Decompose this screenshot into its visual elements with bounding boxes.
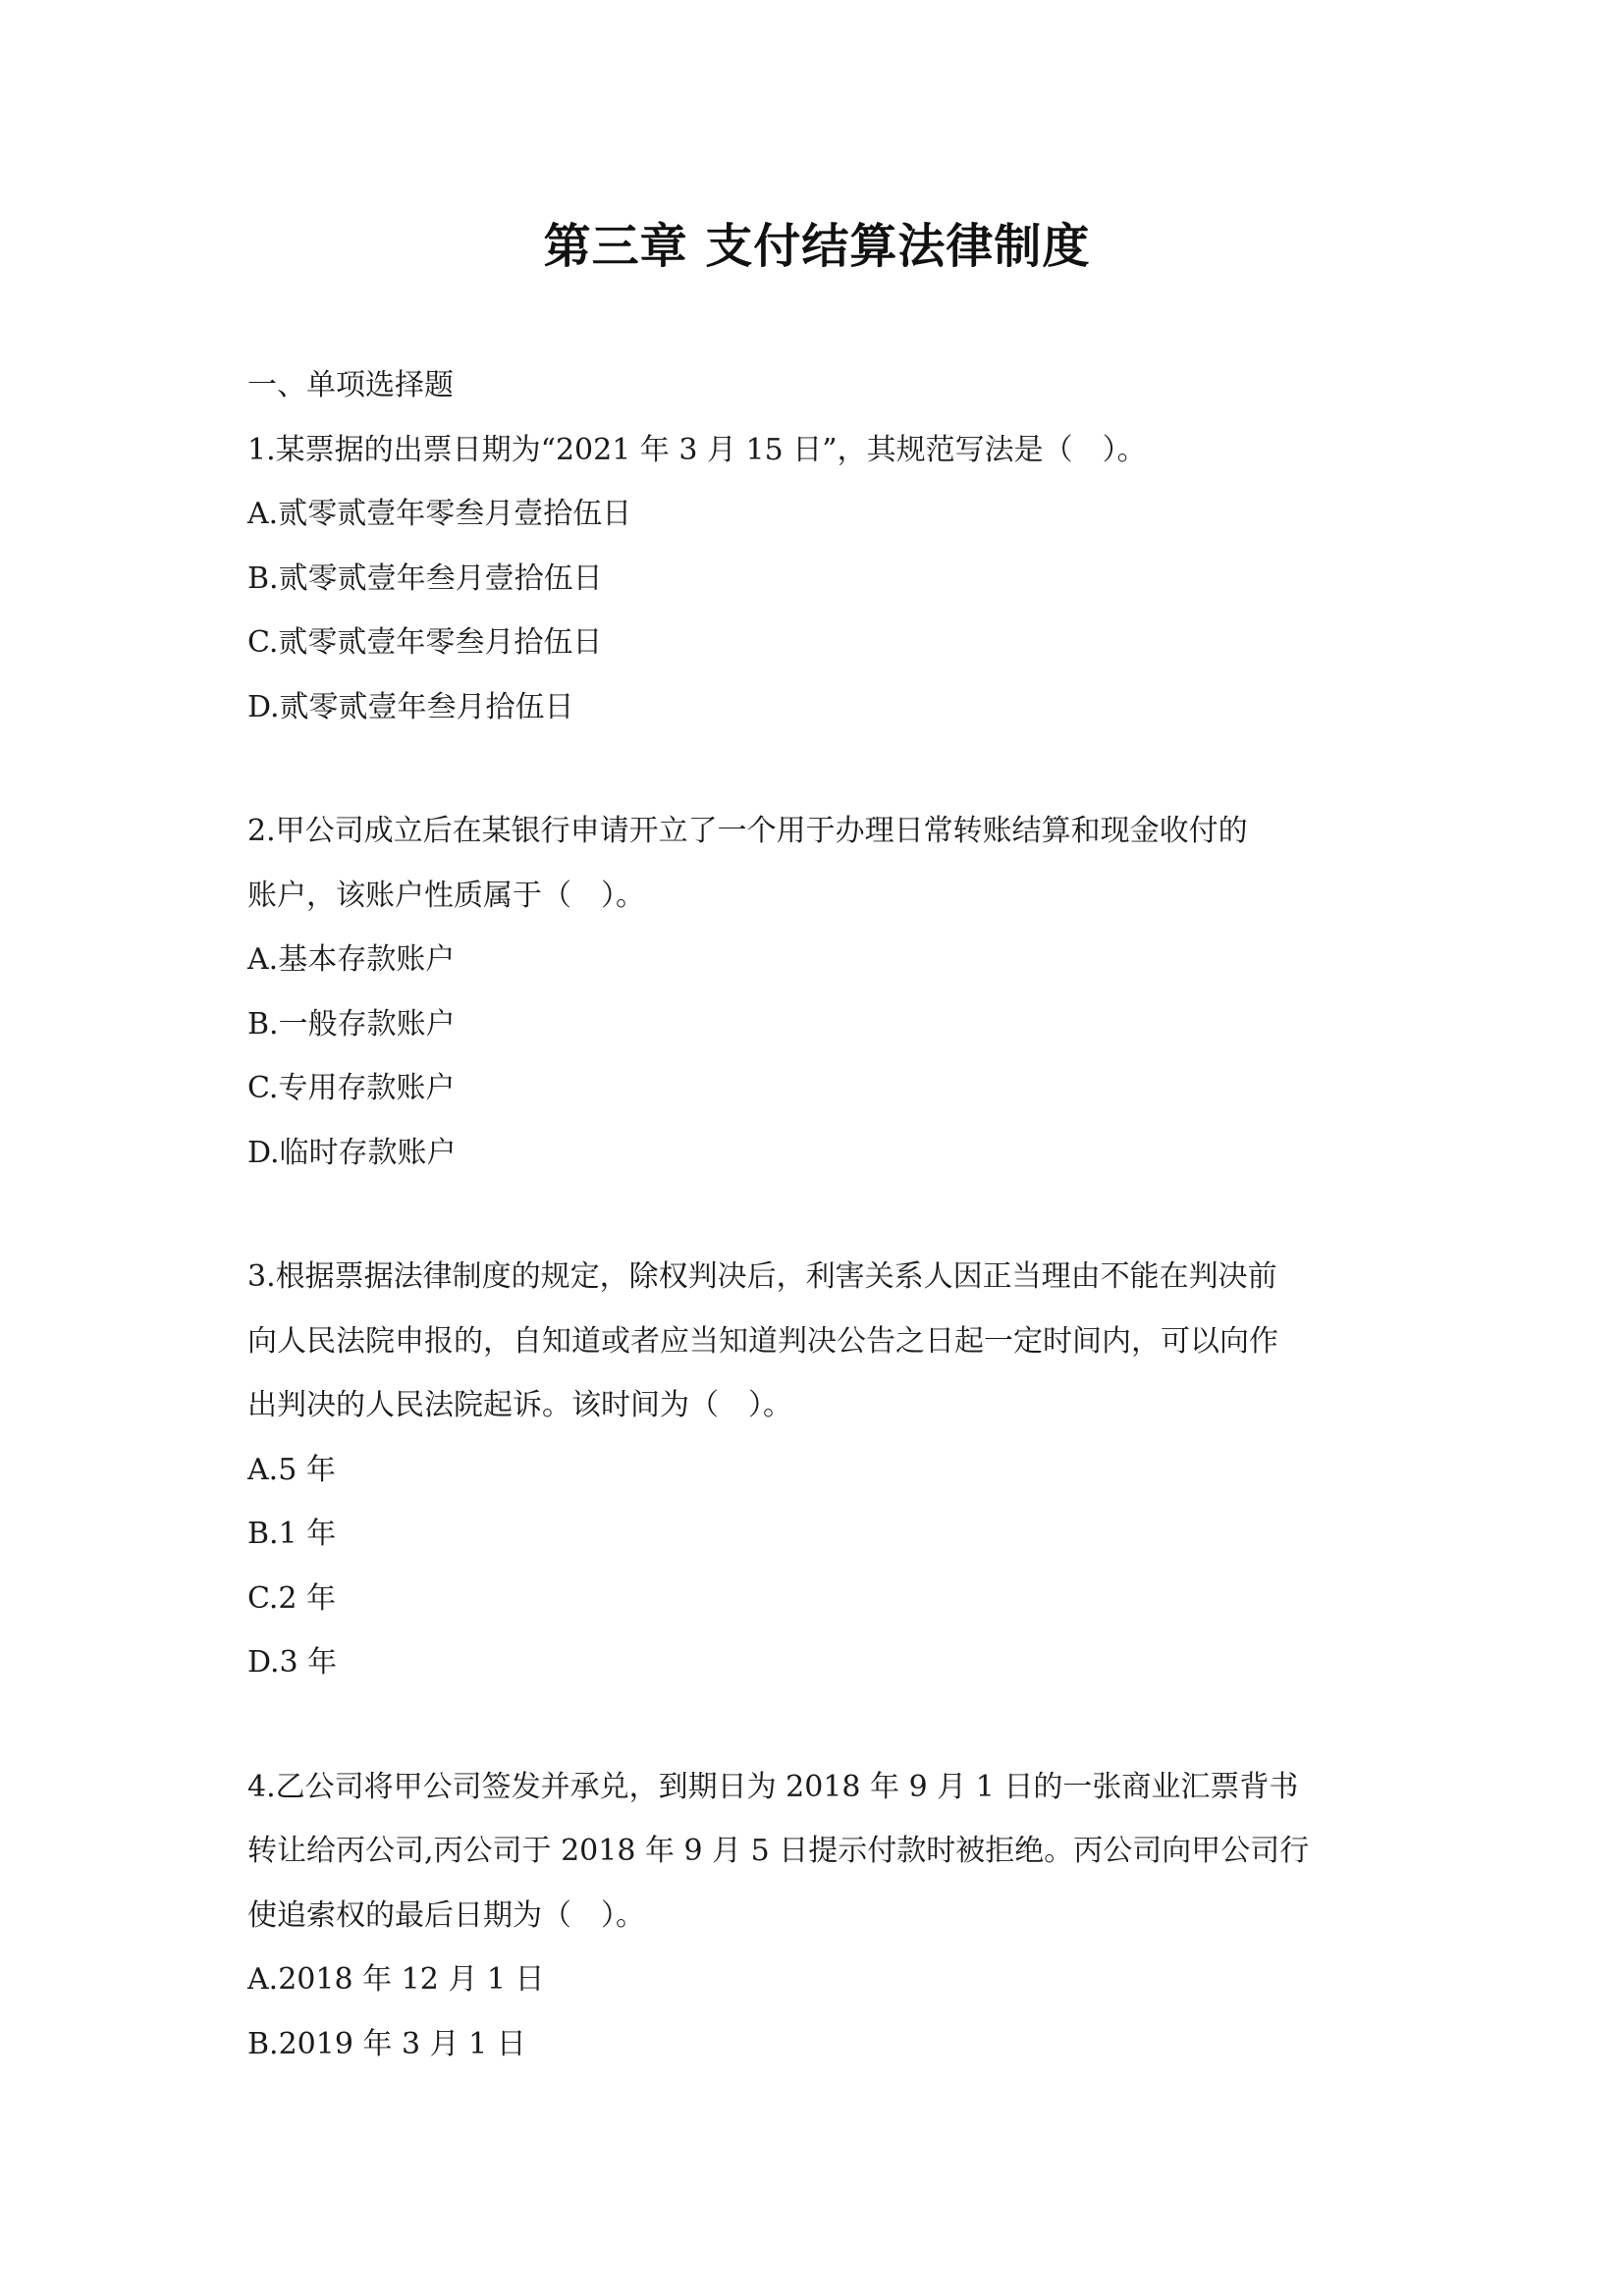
option-a: A.基本存款账户 — [247, 942, 456, 977]
option-b: B.1 年 — [247, 1517, 337, 1551]
question-stem — [247, 799, 1386, 928]
question-stem-line: 账户，该账户性质属于（ ）。 — [247, 878, 645, 913]
option-a: A.2018 年 12 月 1 日 — [247, 1962, 545, 1997]
question-stem — [247, 1245, 1386, 1438]
question-stem-line: 4.乙公司将甲公司签发并承兑，到期日为 2018 年 9 月 1 日的一张商业汇票背书 — [247, 1769, 1299, 1804]
option-b: B.一般存款账户 — [247, 1006, 456, 1041]
option-c: C.贰零贰壹年零叁月拾伍日 — [247, 625, 603, 660]
option-d: D.贰零贰壹年叁月拾伍日 — [247, 689, 574, 724]
question-stem-line: 向人民法院申报的，自知道或者应当知道判决公告之日起一定时间内，可以向作 — [247, 1323, 1278, 1359]
question-stem-line: 1.某票据的出票日期为“2021 年 3 月 15 日”，其规范写法是（ ）。 — [247, 432, 1147, 467]
question-stem-line: 2.甲公司成立后在某银行申请开立了一个用于办理日常转账结算和现金收付的 — [247, 814, 1248, 848]
question-stem-line: 出判决的人民法院起诉。该时间为（ ）。 — [247, 1388, 792, 1422]
option-a: A.贰零贰壹年零叁月壹拾伍日 — [247, 497, 632, 531]
section-heading: 一、单项选择题 — [247, 368, 454, 402]
page-title: 第三章 支付结算法律制度 — [543, 219, 1091, 274]
question-stem-line: 转让给丙公司,丙公司于 2018 年 9 月 5 日提示付款时被拒绝。丙公司向甲公司行 — [247, 1834, 1310, 1868]
question-3 — [247, 1245, 1386, 1695]
question-stem — [247, 1755, 1386, 1949]
question-stem — [247, 418, 1386, 483]
document-content — [247, 353, 1386, 2076]
question-4 — [247, 1755, 1386, 2077]
question-2 — [247, 799, 1386, 1185]
option-b: B.2019 年 3 月 1 日 — [247, 2026, 526, 2061]
option-c: C.2 年 — [247, 1580, 337, 1616]
option-a: A.5 年 — [247, 1452, 336, 1487]
question-stem-line: 3.根据票据法律制度的规定，除权判决后，利害关系人因正当理由不能在判决前 — [247, 1259, 1277, 1294]
option-d: D.3 年 — [247, 1645, 338, 1680]
question-1 — [247, 418, 1386, 740]
option-b: B.贰零贰壹年叁月壹拾伍日 — [247, 561, 603, 596]
question-stem-line: 使追索权的最后日期为（ ）。 — [247, 1897, 645, 1933]
option-c: C.专用存款账户 — [247, 1071, 456, 1105]
option-d: D.临时存款账户 — [247, 1135, 457, 1170]
